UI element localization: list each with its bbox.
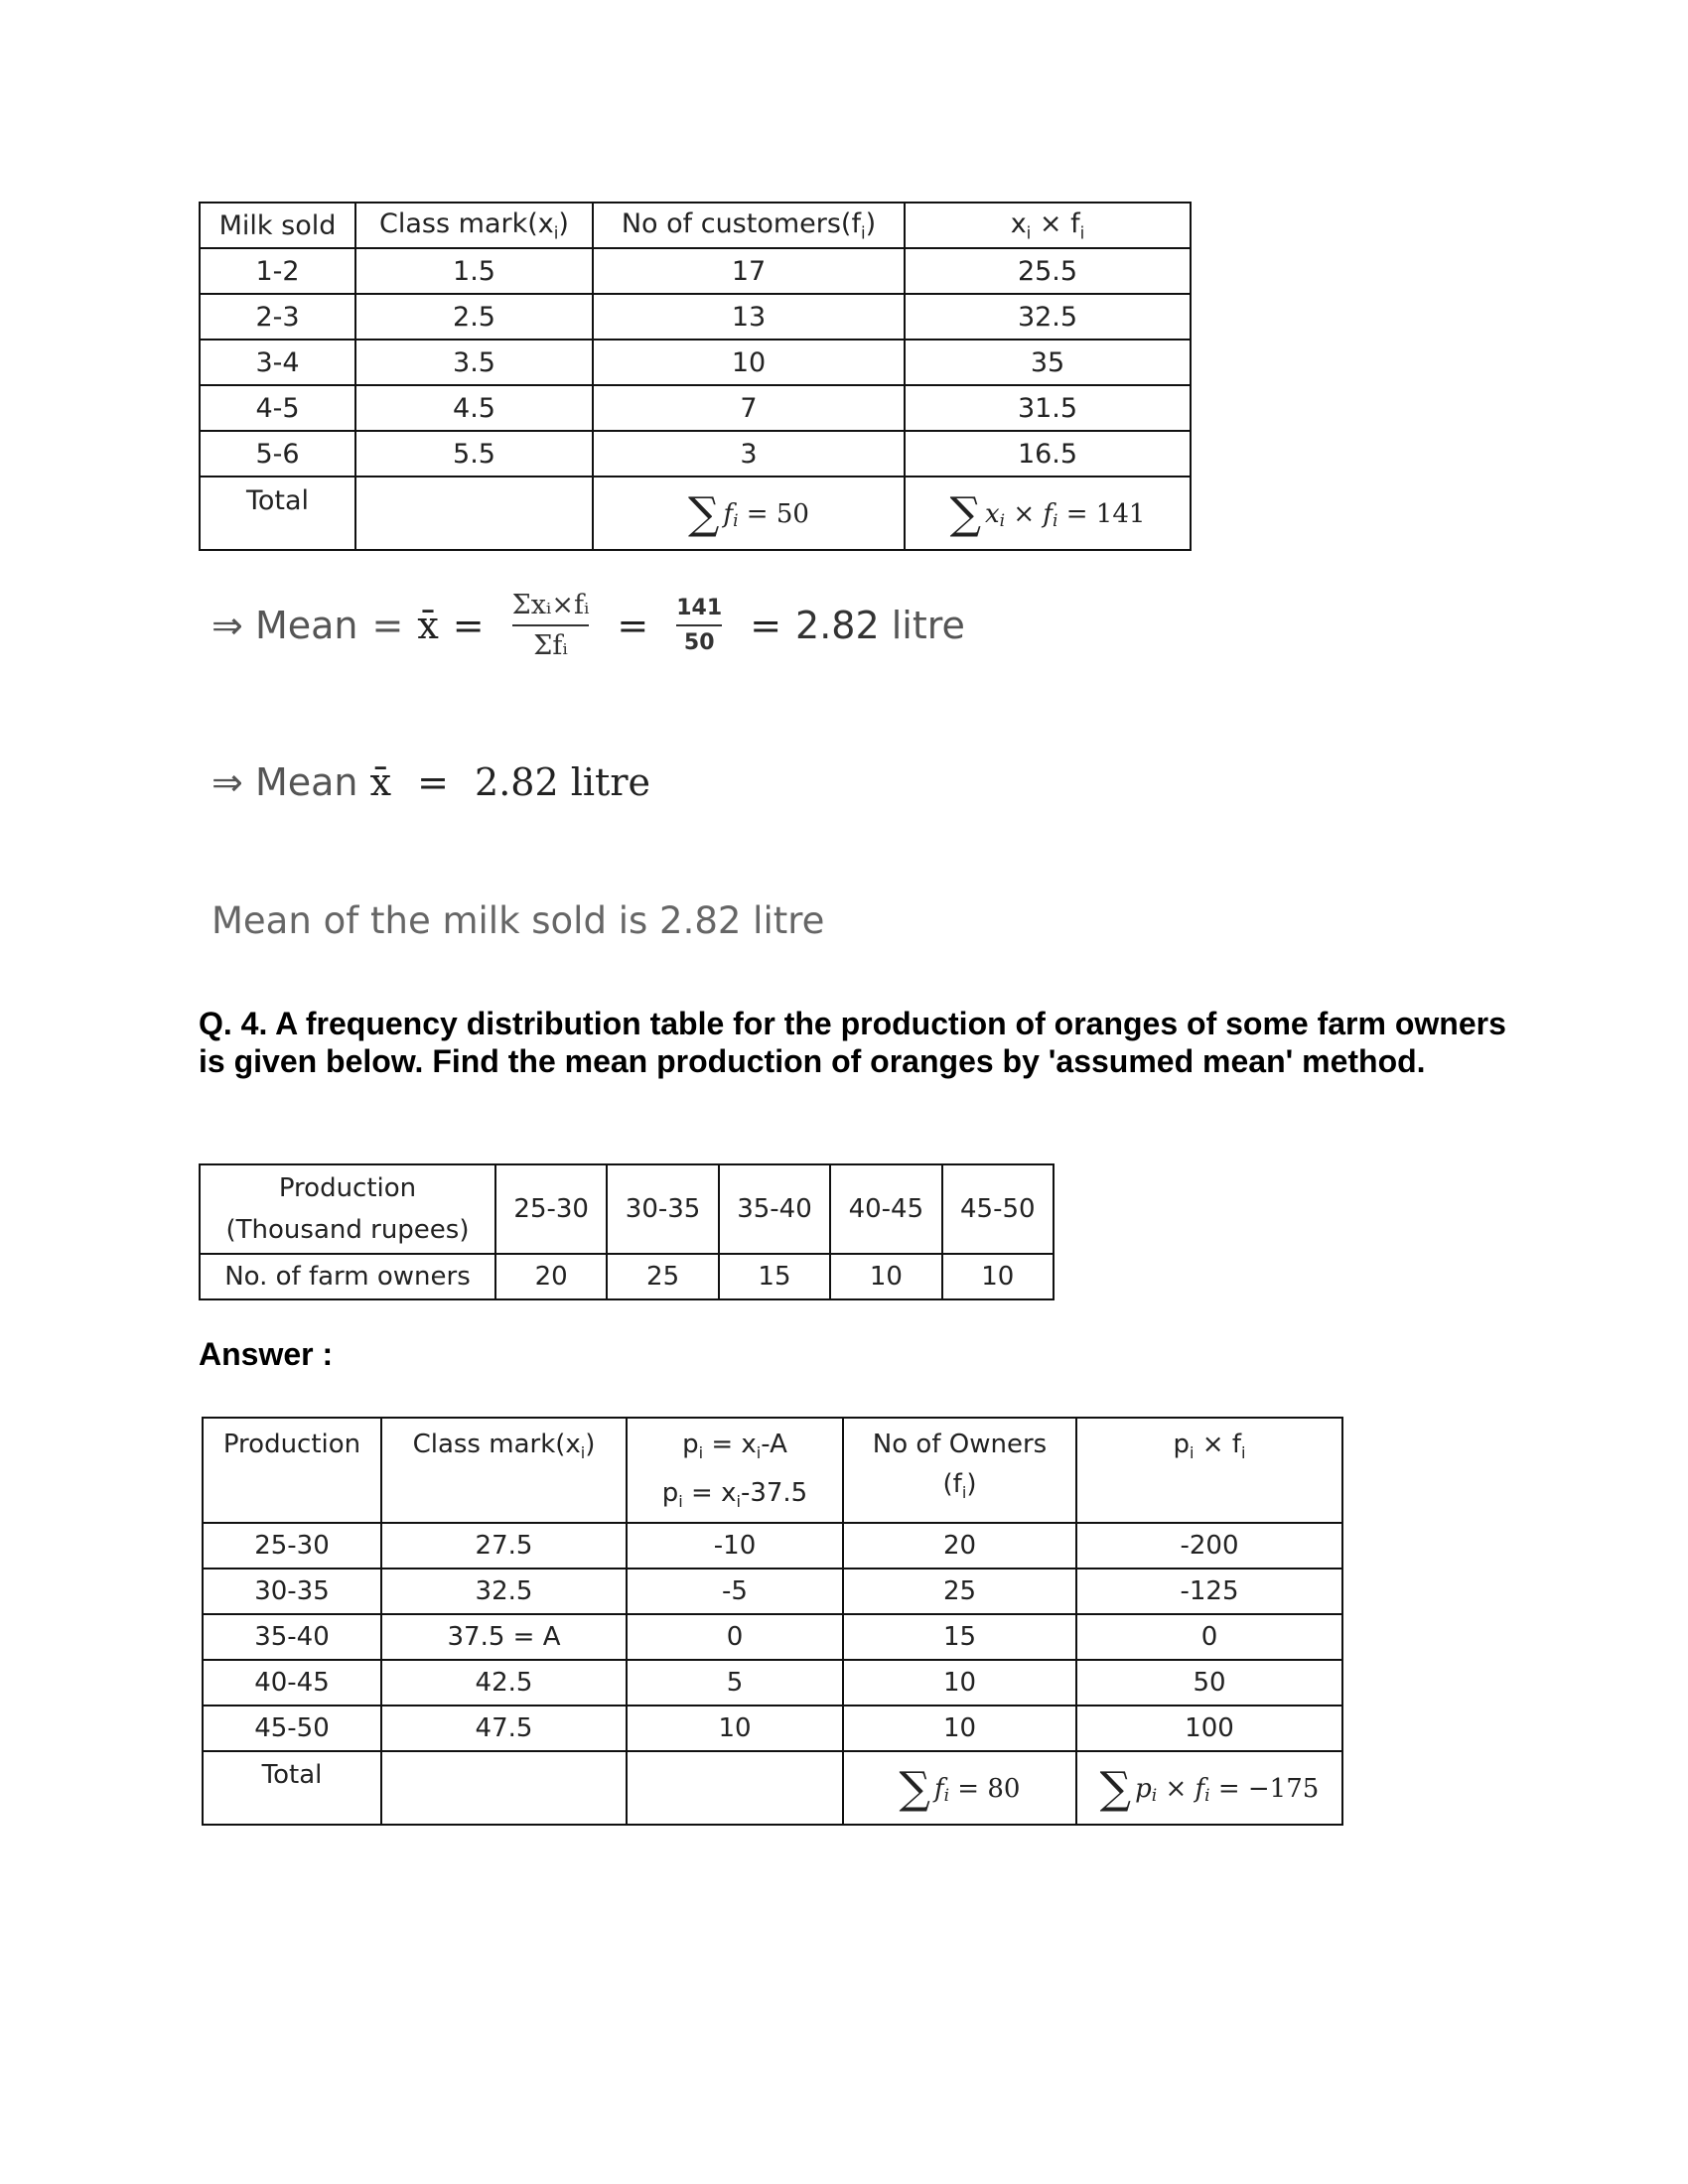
cell: 2.5: [355, 294, 593, 340]
mean-label: Mean: [254, 760, 358, 804]
cell: -125: [1076, 1569, 1342, 1614]
xbar-symbol: x̄: [417, 604, 439, 647]
cell: 37.5 = A: [381, 1614, 627, 1660]
cell: 10: [627, 1706, 843, 1751]
unit-label: litre: [891, 604, 965, 647]
mean-label: Mean: [254, 604, 358, 647]
sigma-icon: ∑: [1099, 1762, 1132, 1814]
table-header-row: [200, 203, 1191, 248]
cell: 5.5: [355, 431, 593, 477]
cell: 15: [843, 1614, 1076, 1660]
header-p: $p_i = x_i-A$ $p_i = x_i-37.5$: [627, 1418, 843, 1523]
cell: -5: [627, 1569, 843, 1614]
range-cell: 40-45: [830, 1164, 941, 1254]
header-production: Production (Thousand rupees): [200, 1164, 495, 1254]
table-row: [200, 248, 1191, 294]
cell: [381, 1751, 627, 1825]
cell: 10: [843, 1660, 1076, 1706]
header-pf: $p_i \times f_i$: [1076, 1418, 1342, 1523]
cell: 3.5: [355, 340, 593, 385]
range-cell: 35-40: [719, 1164, 830, 1254]
sigma-icon: ∑: [949, 487, 981, 539]
cell: 0: [1076, 1614, 1342, 1660]
cell: 1.5: [355, 248, 593, 294]
cell: 13: [593, 294, 905, 340]
cell: 7: [593, 385, 905, 431]
cell: 32.5: [381, 1569, 627, 1614]
table-header-row: [200, 1164, 1054, 1254]
cell: 17: [593, 248, 905, 294]
table-row: [200, 294, 1191, 340]
count-cell: 15: [719, 1254, 830, 1299]
header-customers: No of $customers(f_i)$: [593, 203, 905, 248]
cell: 32.5: [905, 294, 1191, 340]
count-cell: 10: [942, 1254, 1054, 1299]
table-header-row: [203, 1418, 1342, 1523]
mean-result: 2.82 litre: [475, 760, 650, 804]
table-row: [203, 1660, 1342, 1706]
cell: 16.5: [905, 431, 1191, 477]
xbar-symbol: x̄: [369, 760, 392, 804]
mean-equation: ⇒ Mean = x̄ = $\frac{\text{Σxᵢ×fᵢ}}{\text{Σfᵢ}}$ = $\frac{141}{50}$ = 2.82 litre: [211, 590, 965, 661]
cell: 25: [843, 1569, 1076, 1614]
question-4: Q. 4. A frequency distribution table for the production of oranges of some farm owners is given below. Find the mean production of oranges by 'assumed mean' method.: [199, 1006, 1506, 1079]
conclusion-text: Mean of the milk sold is 2.82 litre: [211, 899, 825, 942]
mean-result-equation: ⇒ Mean x̄ = 2.82 litre: [211, 760, 650, 804]
total-row: [203, 1751, 1342, 1825]
header-class-mark: Class $mark(x_i)$: [355, 203, 593, 248]
range-cell: 45-50: [942, 1164, 1054, 1254]
row-label: No. of farm owners: [200, 1254, 495, 1299]
cell: 42.5: [381, 1660, 627, 1706]
cell: 50: [1076, 1660, 1342, 1706]
answer-label: Answer :: [199, 1336, 334, 1372]
mean-result: 2.82: [795, 604, 880, 647]
sum-f-cell: ∑ $f_i = 80$: [843, 1751, 1076, 1825]
milk-sold-table: [199, 202, 1192, 551]
cell: 31.5: [905, 385, 1191, 431]
sum-fraction: $\frac{\text{Σxᵢ×fᵢ}}{\text{Σfᵢ}}$: [511, 590, 590, 661]
value-fraction: $\frac{141}{50}$: [676, 596, 723, 655]
total-label: Total: [203, 1751, 381, 1825]
cell: -200: [1076, 1523, 1342, 1569]
cell: 5-6: [200, 431, 355, 477]
table-row: [203, 1706, 1342, 1751]
count-cell: 25: [607, 1254, 718, 1299]
header-production: Production: [203, 1418, 381, 1523]
sum-pf-cell: ∑ $p_i \times f_i = -175$: [1076, 1751, 1342, 1825]
cell: 35-40: [203, 1614, 381, 1660]
cell: -10: [627, 1523, 843, 1569]
sum-xf-cell: ∑ $x_i \times f_i = 141$: [905, 477, 1191, 550]
header-milk-sold: Milk sold: [200, 203, 355, 248]
cell: 100: [1076, 1706, 1342, 1751]
cell: 20: [843, 1523, 1076, 1569]
header-xf: $x_i \times f_i$: [905, 203, 1191, 248]
cell: 10: [843, 1706, 1076, 1751]
table-row: [200, 385, 1191, 431]
cell: 30-35: [203, 1569, 381, 1614]
table-row: [200, 340, 1191, 385]
cell: 2-3: [200, 294, 355, 340]
arrow-icon: ⇒: [211, 760, 243, 804]
cell: 27.5: [381, 1523, 627, 1569]
cell: 3-4: [200, 340, 355, 385]
cell: 10: [593, 340, 905, 385]
cell: 47.5: [381, 1706, 627, 1751]
table-row: [203, 1614, 1342, 1660]
arrow-icon: ⇒: [211, 604, 243, 647]
sigma-icon: ∑: [899, 1762, 930, 1814]
cell: 0: [627, 1614, 843, 1660]
cell: 5: [627, 1660, 843, 1706]
sigma-icon: ∑: [688, 487, 720, 539]
cell: 25-30: [203, 1523, 381, 1569]
header-class-mark: Class $mark(x_i)$: [381, 1418, 627, 1523]
cell: 45-50: [203, 1706, 381, 1751]
range-cell: 30-35: [607, 1164, 718, 1254]
header-owners: No of Owners $(f_i)$: [843, 1418, 1076, 1523]
count-cell: 10: [830, 1254, 941, 1299]
total-label: Total: [200, 477, 355, 550]
answer-table: [202, 1417, 1343, 1826]
cell: 4.5: [355, 385, 593, 431]
range-cell: 25-30: [495, 1164, 607, 1254]
table-row: [200, 1254, 1054, 1299]
total-row: [200, 477, 1191, 550]
count-cell: 20: [495, 1254, 607, 1299]
table-row: [200, 431, 1191, 477]
sum-f-cell: ∑ $f_i = 50$: [593, 477, 905, 550]
table-row: [203, 1569, 1342, 1614]
cell: 35: [905, 340, 1191, 385]
cell: 3: [593, 431, 905, 477]
cell: 4-5: [200, 385, 355, 431]
cell: 40-45: [203, 1660, 381, 1706]
cell: 1-2: [200, 248, 355, 294]
production-table: [199, 1163, 1055, 1300]
cell: [627, 1751, 843, 1825]
cell: 25.5: [905, 248, 1191, 294]
cell: [355, 477, 593, 550]
table-row: [203, 1523, 1342, 1569]
